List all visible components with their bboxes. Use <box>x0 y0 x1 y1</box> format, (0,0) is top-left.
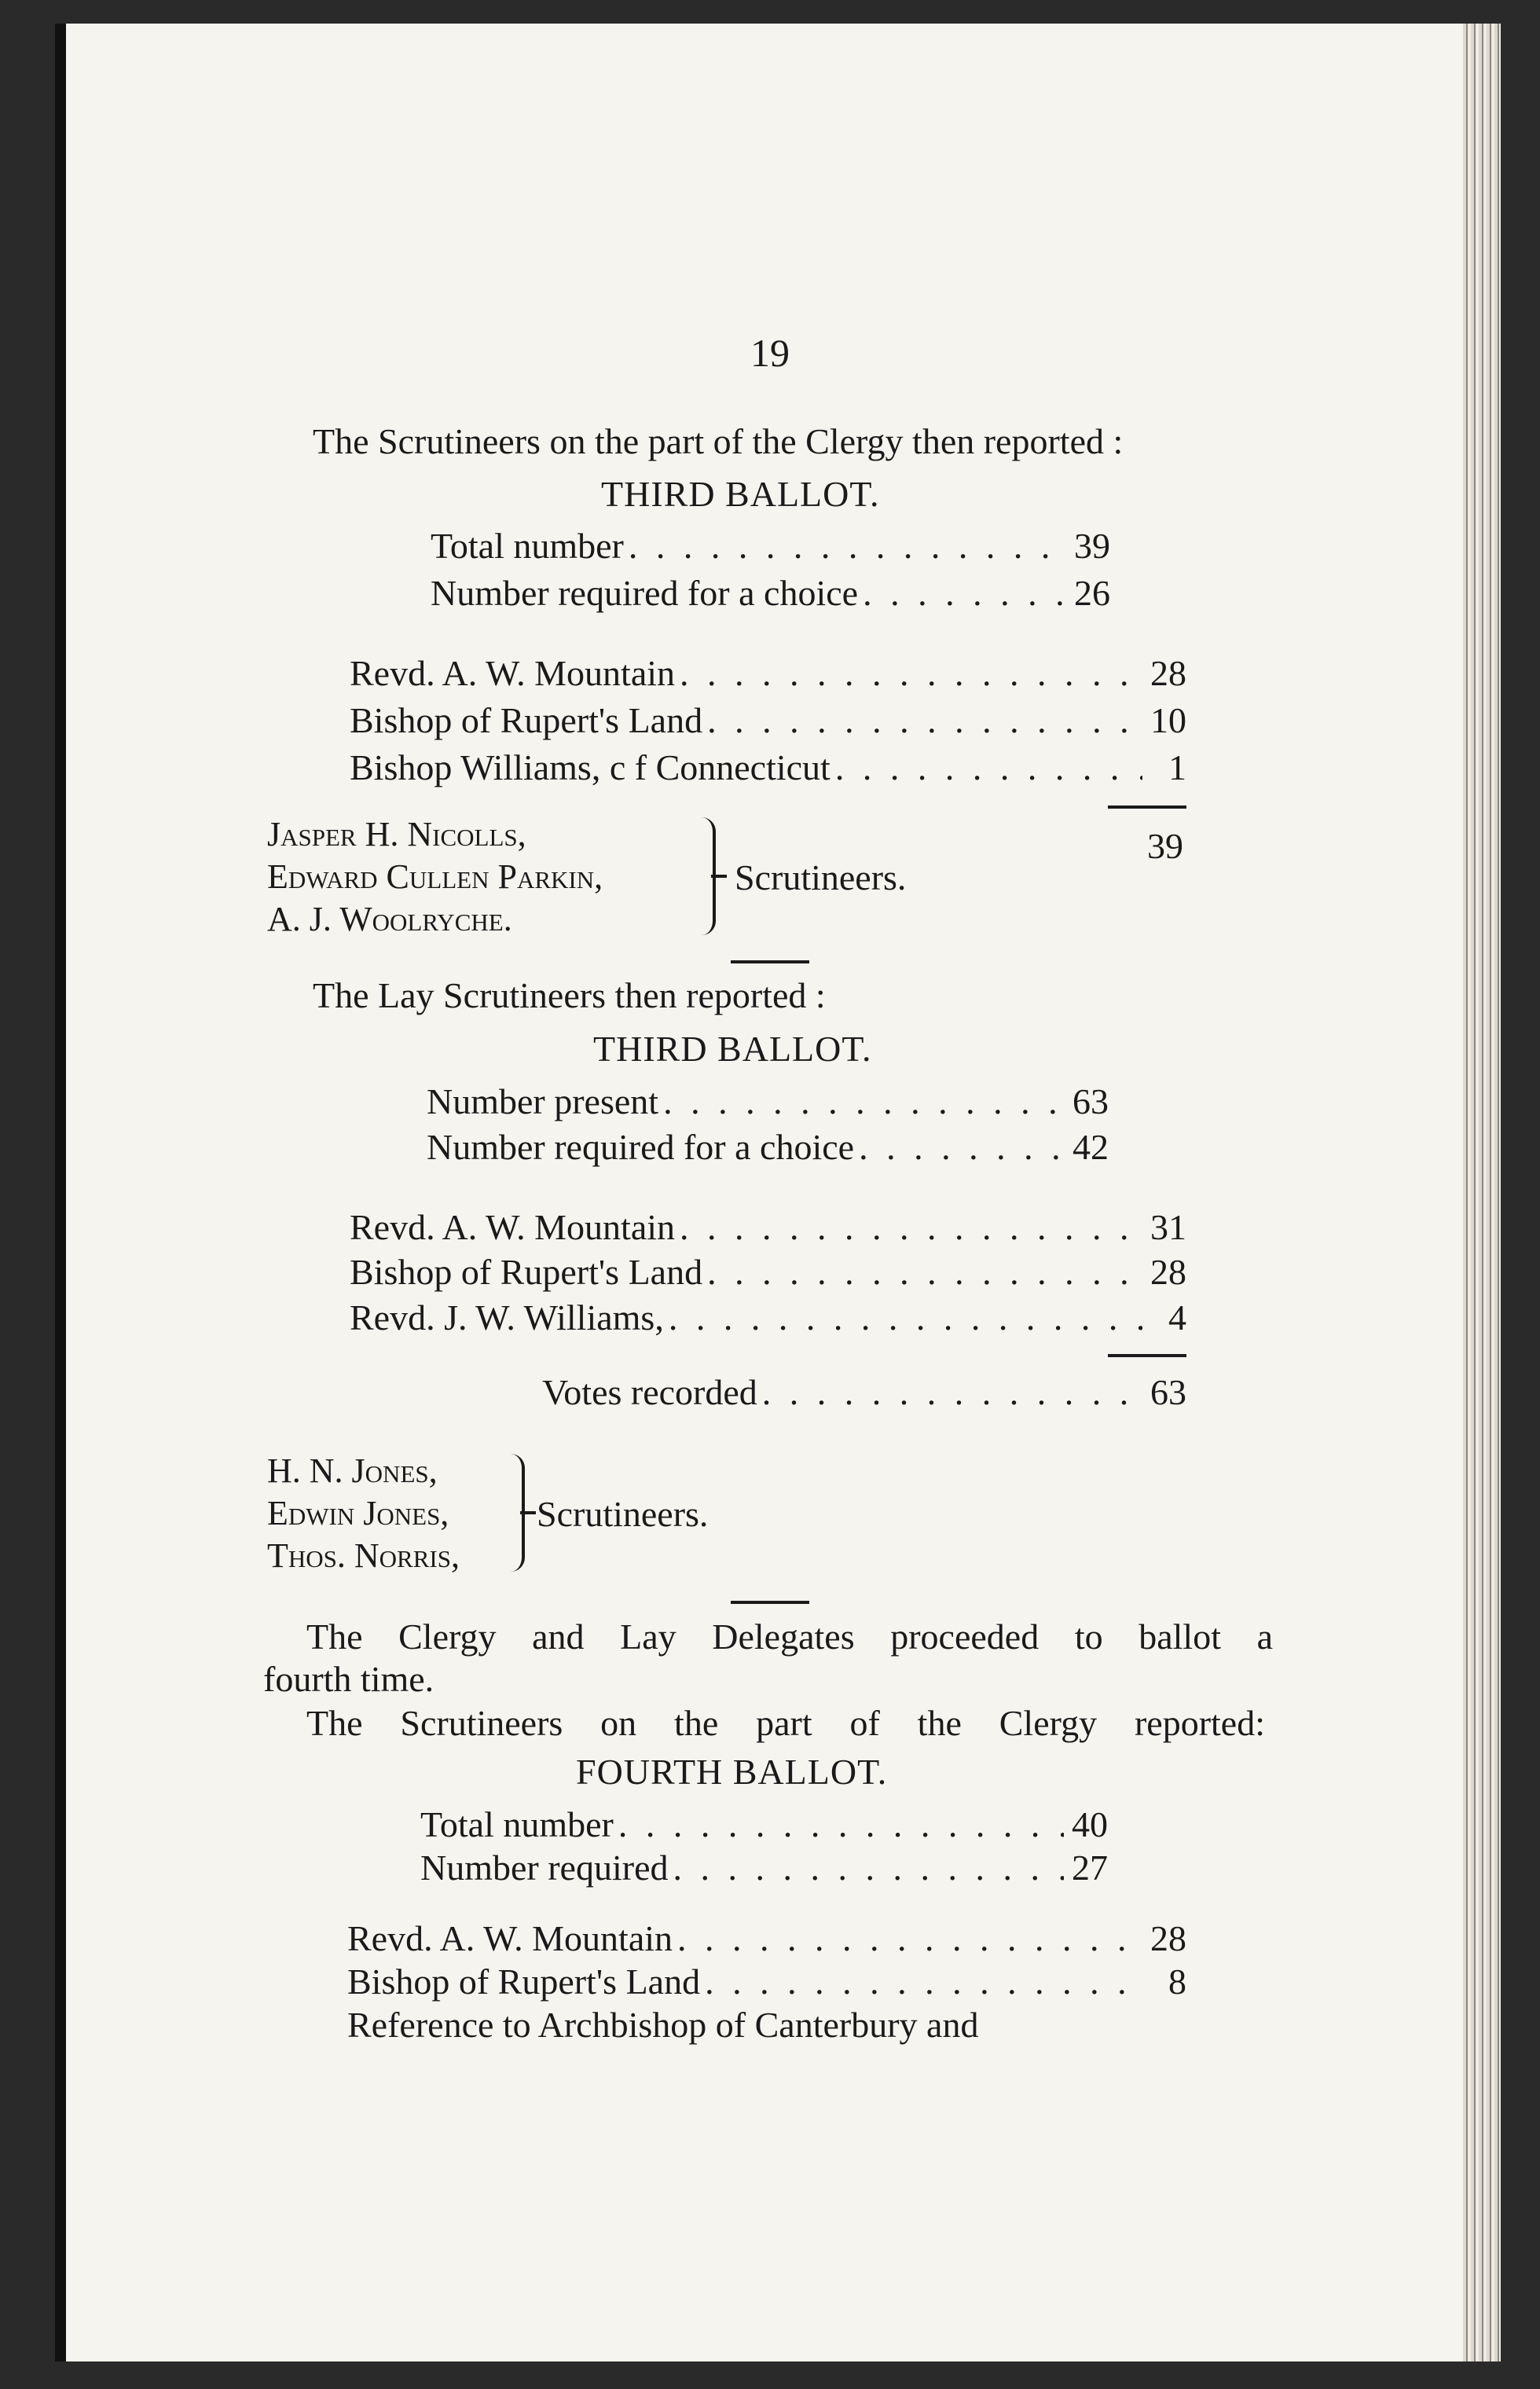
vote-count: 8 <box>1168 1961 1186 2002</box>
vote-count: 28 <box>1150 1252 1186 1292</box>
lay-vote-row <box>350 1251 1186 1293</box>
third-ballot-heading-clergy: THIRD BALLOT. <box>601 474 880 514</box>
clergy-vote-row <box>350 652 1186 694</box>
page-number: 19 <box>750 331 790 375</box>
vote-count: 31 <box>1150 1207 1186 1247</box>
stat-label: Number required for a choice <box>431 573 859 613</box>
candidate-name: Bishop of Rupert's Land <box>347 1961 701 2002</box>
last-line: Reference to Archbishop of Canterbury and <box>347 2005 979 2045</box>
fourth-vote-row <box>347 1961 1186 2002</box>
vote-count: 10 <box>1150 700 1186 740</box>
scrutineer-name: A. J. Woolryche. <box>267 900 512 938</box>
candidate-name: Revd. A. W. Mountain <box>350 1207 676 1247</box>
third-ballot-heading-lay: THIRD BALLOT. <box>593 1029 872 1069</box>
section-divider <box>731 1601 809 1604</box>
clergy-report-intro-2 <box>306 1701 1265 1745</box>
fourth-ballot-heading: FOURTH BALLOT. <box>576 1752 888 1792</box>
stat-value: 63 <box>1072 1081 1109 1121</box>
clergy-total: 39 <box>1147 826 1183 866</box>
paragraph-line-2: fourth time. <box>263 1659 434 1699</box>
clergy-stat-required <box>431 572 1110 614</box>
lay-stat-required <box>427 1126 1109 1168</box>
lay-vote-row <box>350 1297 1186 1338</box>
paragraph-line: The Clergy and Lay Delegates proceeded to ballot a <box>306 1617 1273 1657</box>
clergy-scrutineer-names <box>267 813 603 941</box>
stat-label: Total number <box>431 526 624 566</box>
fourth-stat-total <box>420 1804 1108 1845</box>
clergy-vote-row <box>350 747 1186 788</box>
candidate-name: Revd. J. W. Williams, <box>350 1297 664 1338</box>
stat-value: 42 <box>1072 1127 1109 1167</box>
stat-label: Number present <box>427 1081 659 1121</box>
stat-value: 27 <box>1072 1848 1108 1888</box>
stat-label: Number required <box>420 1848 669 1888</box>
paragraph-line: The Scrutineers on the part of the Clergy reported: <box>306 1703 1265 1743</box>
section-divider <box>731 960 809 963</box>
total-rule <box>1108 806 1186 809</box>
votes-recorded-value: 63 <box>1150 1372 1186 1412</box>
lay-stat-present <box>427 1081 1109 1122</box>
clergy-vote-row <box>350 699 1186 741</box>
scrutineer-name: Edward Cullen Parkin, <box>267 857 603 896</box>
vote-count: 28 <box>1150 653 1186 693</box>
scrutineers-role: Scrutineers. <box>735 857 907 897</box>
stat-value: 39 <box>1074 526 1110 566</box>
brace-point <box>520 1511 536 1514</box>
total-rule <box>1108 1354 1186 1357</box>
scrutineer-name: Thos. Norris, <box>267 1536 460 1575</box>
candidate-name: Bishop of Rupert's Land <box>350 700 703 740</box>
stat-label: Total number <box>420 1804 614 1844</box>
fourth-vote-row <box>347 1917 1186 1959</box>
votes-recorded-row <box>542 1371 1186 1413</box>
brace-point <box>711 875 727 878</box>
stat-value: 26 <box>1074 573 1110 613</box>
candidate-name: Bishop of Rupert's Land <box>350 1252 703 1292</box>
fourth-ballot-paragraph <box>306 1615 1273 1659</box>
candidate-name: Revd. A. W. Mountain <box>347 1918 673 1958</box>
scrutineer-name: H. N. Jones, <box>267 1451 438 1490</box>
candidate-name: Revd. A. W. Mountain <box>350 653 676 693</box>
lay-scrutineer-names <box>267 1450 460 1577</box>
lay-report-intro: The Lay Scrutineers then reported : <box>313 975 826 1015</box>
scrutineer-name: Jasper H. Nicolls, <box>267 815 526 853</box>
vote-count: 1 <box>1168 747 1186 787</box>
page-edge <box>1463 24 1501 2361</box>
votes-recorded-label: Votes recorded <box>542 1372 757 1412</box>
clergy-report-intro: The Scrutineers on the part of the Clergy then reported : <box>313 421 1124 461</box>
stat-value: 40 <box>1072 1804 1108 1844</box>
candidate-name: Bishop Williams, c f Connecticut <box>350 747 830 787</box>
scrutineer-name: Edwin Jones, <box>267 1494 449 1532</box>
fourth-stat-required <box>420 1847 1108 1888</box>
clergy-stat-total <box>431 525 1110 567</box>
vote-count: 28 <box>1150 1918 1186 1958</box>
stat-label: Number required for a choice <box>427 1127 855 1167</box>
scrutineers-role: Scrutineers. <box>537 1494 709 1534</box>
vote-count: 4 <box>1168 1297 1186 1338</box>
lay-vote-row <box>350 1206 1186 1248</box>
